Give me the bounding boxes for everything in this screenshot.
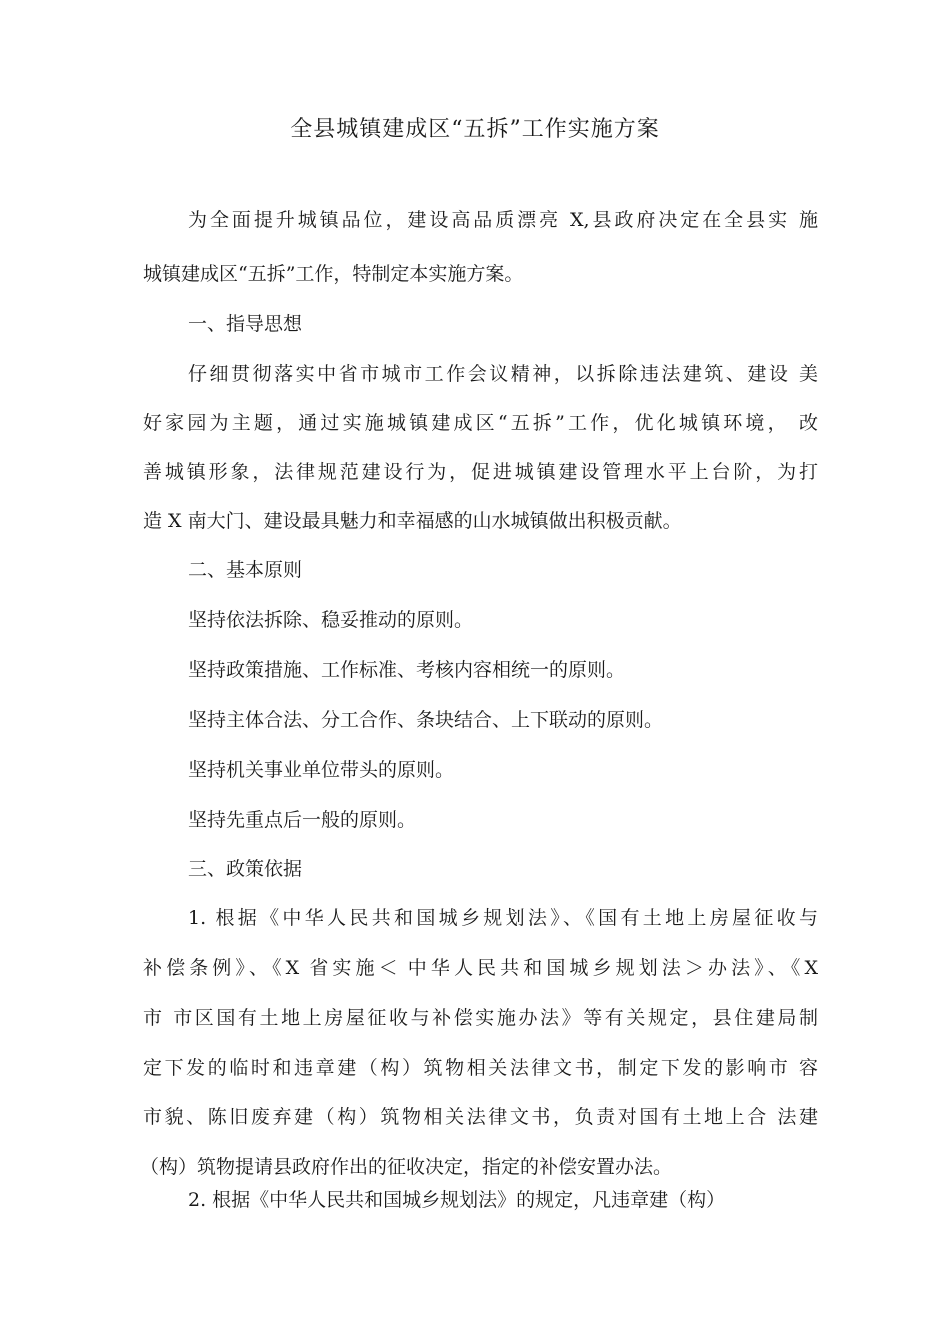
section-heading: 一、指导思想 [188,313,303,335]
paragraph-line: 城镇建成区“五拆”工作，特制定本实施方案。 [143,263,524,285]
paragraph-line: 2. 根据《中华人民共和国城乡规划法》的规定，凡违章建（构） [188,1189,726,1211]
paragraph-line: 好家园为主题，通过实施城镇建成区“五拆”工作，优化城镇环境， 改 [143,412,818,434]
paragraph-line: 仔细贯彻落实中省市城市工作会议精神，以拆除违法建筑、建设 美 [188,363,818,385]
paragraph-line: 补偿条例》、《X 省实施＜ 中华人民共和国城乡规划法＞办法》、《X [143,957,818,979]
paragraph-line: 1. 根据《中华人民共和国城乡规划法》、《国有土地上房屋征收与 [188,907,818,929]
principle-item: 坚持先重点后一般的原则。 [188,809,417,831]
section-heading: 二、基本原则 [188,559,303,581]
principle-item: 坚持政策措施、工作标准、考核内容相统一的原则。 [188,659,626,681]
document-title: 全县城镇建成区“五拆”工作实施方案 [290,117,660,142]
paragraph-line: 定下发的临时和违章建（构）筑物相关法律文书，制定下发的影响市 容 [143,1057,818,1079]
principle-item: 坚持机关事业单位带头的原则。 [188,759,455,781]
section-heading: 三、政策依据 [188,858,303,880]
paragraph-line: 善城镇形象，法律规范建设行为，促进城镇建设管理水平上台阶，为打 [143,461,818,483]
principle-item: 坚持依法拆除、稳妥推动的原则。 [188,609,474,631]
paragraph-line: 市 市区国有土地上房屋征收与补偿实施办法》等有关规定，县住建局制 [143,1007,818,1029]
paragraph-line: 造 X 南大门、建设最具魅力和幸福感的山水城镇做出积极贡献。 [143,510,682,532]
paragraph-line: 为全面提升城镇品位，建设高品质漂亮 X,县政府决定在全县实 施 [188,209,818,231]
principle-item: 坚持主体合法、分工合作、条块结合、上下联动的原则。 [188,709,664,731]
paragraph-line: （构）筑物提请县政府作出的征收决定，指定的补偿安置办法。 [140,1156,673,1178]
paragraph-line: 市貌、陈旧废弃建（构）筑物相关法律文书，负责对国有土地上合 法建 [143,1106,818,1128]
